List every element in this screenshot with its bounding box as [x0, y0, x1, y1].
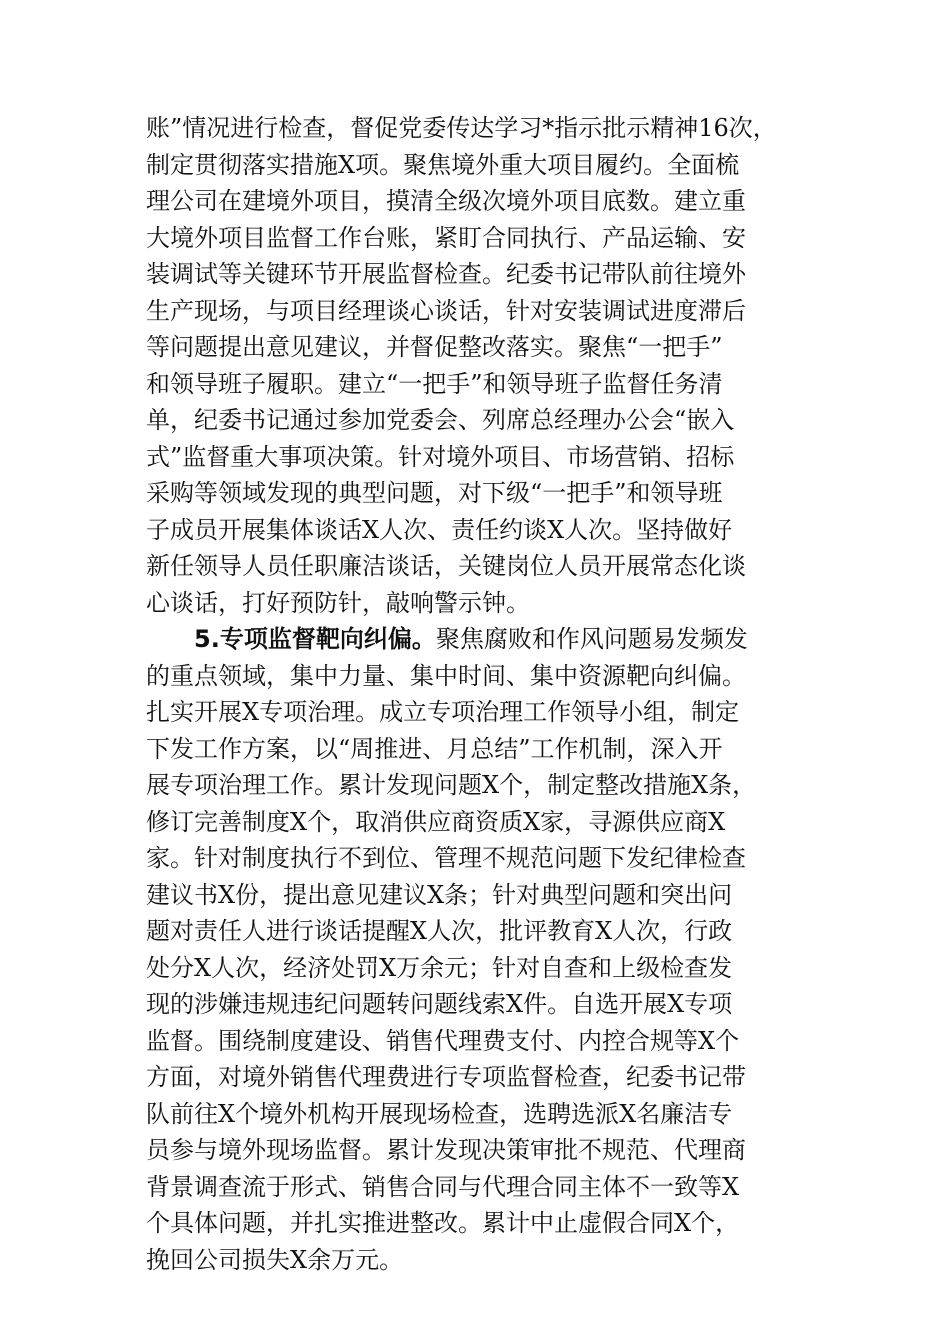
paragraph-first-line	[146, 621, 810, 658]
text-line: 家。针对制度执行不到位、管理不规范问题下发纪律检查	[146, 844, 746, 872]
text-line: 子成员开展集体谈话X人次、责任约谈X人次。坚持做好	[146, 515, 733, 544]
text-line: 现的涉嫌违规违纪问题转问题线索X件。自选开展X专项	[146, 990, 733, 1018]
text-line: 员参与境外现场监督。累计发现决策审批不规范、代理商	[146, 1136, 746, 1164]
paragraph-2	[146, 621, 810, 1278]
text-line: 修订完善制度X个，取消供应商资质X家，寻源供应商X	[146, 807, 726, 836]
text-line: 大境外项目监督工作台账，紧盯合同执行、产品运输、安	[146, 223, 746, 252]
text-line: 账”情况进行检查，督促党委传达学习*指示批示精神16次，	[146, 114, 777, 142]
body-text	[146, 110, 810, 1278]
text-line: 下发工作方案，以“周推进、月总结”工作机制，深入开	[146, 734, 723, 763]
text-line: 监督。围绕制度建设、销售代理费支付、内控合规等X个	[146, 1026, 740, 1055]
text-line: 个具体问题，并扎实推进整改。累计中止虚假合同X个，	[146, 1209, 740, 1237]
text-line: 理公司在建境外项目，摸清全级次境外项目底数。建立重	[146, 187, 746, 215]
section-heading: 5.专项监督靶向纠偏。	[194, 625, 436, 653]
paragraph-1	[146, 110, 810, 621]
text-line: 队前往X个境外机构开展现场检查，选聘选派X名廉洁专	[146, 1099, 733, 1128]
text-line: 方面，对境外销售代理费进行专项监督检查，纪委书记带	[146, 1063, 746, 1091]
text-line: 心谈话，打好预防针，敲响警示钟。	[146, 588, 530, 617]
text-line: 扎实开展X专项治理。成立专项治理工作领导小组，制定	[146, 698, 740, 726]
text-line: 的重点领域，集中力量、集中时间、集中资源靶向纠偏。	[146, 661, 746, 690]
text-line: 挽回公司损失X余万元。	[146, 1245, 404, 1274]
text-line: 建议书X份，提出意见建议X条；针对典型问题和突出问	[146, 880, 733, 909]
text-line: 采购等领域发现的典型问题，对下级“一把手”和领导班	[146, 479, 723, 507]
text-line: 单，纪委书记通过参加党委会、列席总经理办公会“嵌入	[146, 406, 735, 434]
text-line: 等问题提出意见建议，并督促整改落实。聚焦“一把手”	[146, 333, 723, 361]
heading-line-rest: 聚焦腐败和作风问题易发频发	[435, 625, 748, 653]
text-line: 背景调查流于形式、销售合同与代理合同主体不一致等X	[146, 1172, 740, 1201]
text-line: 展专项治理工作。累计发现问题X个，制定整改措施X条，	[146, 771, 757, 799]
text-line: 题对责任人进行谈话提醒X人次，批评教育X人次，行政	[146, 917, 733, 945]
text-line: 生产现场，与项目经理谈心谈话，针对安装调试进度滞后	[146, 296, 746, 325]
text-line: 处分X人次，经济处罚X万余元；针对自查和上级检查发	[146, 953, 733, 982]
text-line: 式”监督重大事项决策。针对境外项目、市场营销、招标	[146, 442, 735, 471]
text-line: 和领导班子履职。建立“一把手”和领导班子监督任务清	[146, 369, 723, 398]
text-line: 装调试等关键环节开展监督检查。纪委书记带队前往境外	[146, 260, 746, 288]
text-line: 新任领导人员任职廉洁谈话，关键岗位人员开展常态化谈	[146, 552, 746, 580]
text-line: 制定贯彻落实措施X项。聚焦境外重大项目履约。全面梳	[146, 150, 740, 179]
